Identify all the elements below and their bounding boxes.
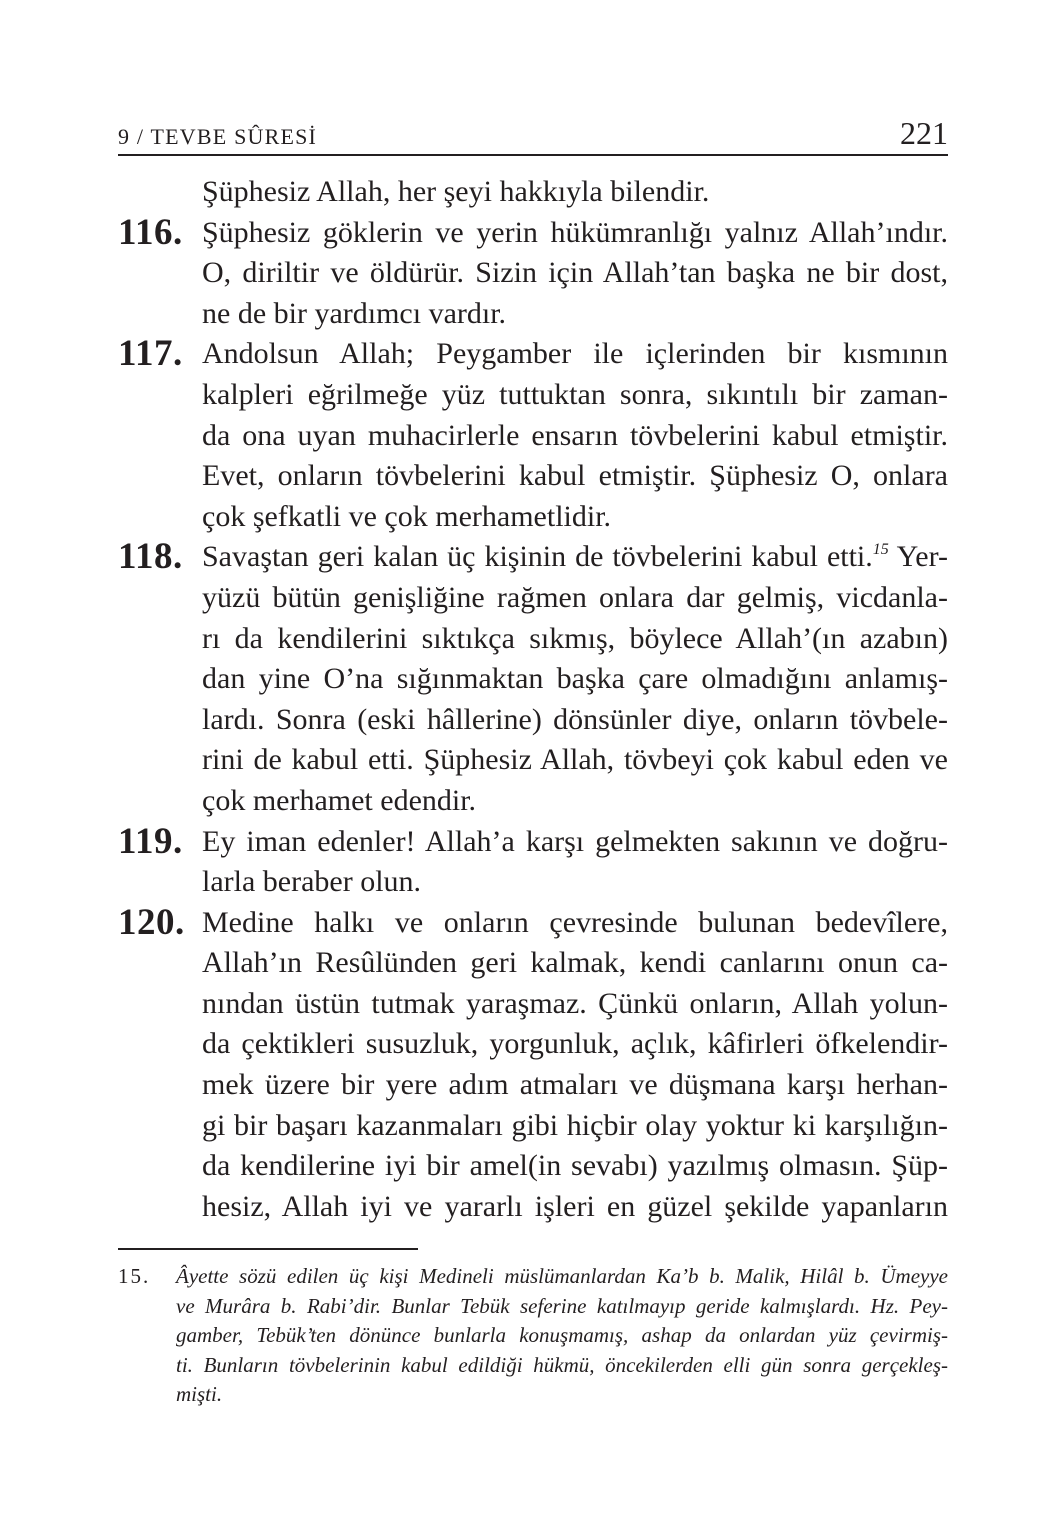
- page-number: 221: [900, 115, 948, 151]
- verse-116: [118, 213, 948, 335]
- body-text: [118, 172, 948, 1227]
- verse-line: yüzü bütün genişliğine rağmen onlara dar gelmiş, vicdanla-: [202, 580, 948, 614]
- verse-120: [118, 903, 948, 1228]
- verse-number: 119.: [118, 820, 183, 862]
- footnote-line: Âyette sözü edilen üç kişi Medineli müslümanlardan Ka’b b. Malik, Hilâl b. Ümeyye: [176, 1264, 948, 1288]
- footnote-15: [118, 1262, 948, 1410]
- footnote-line: mişti.: [176, 1382, 223, 1406]
- footnote: [118, 1262, 948, 1410]
- footnote-number: 15.: [118, 1264, 151, 1288]
- footnote-line: gamber, Tebük’ten dönünce bunlarla konuşmamış, ashap da onlardan yüz çevirmiş-: [176, 1323, 948, 1347]
- verse-line: Allah’ın Resûlünden geri kalmak, kendi canlarını onun ca-: [202, 946, 948, 980]
- verse-text: [202, 213, 948, 335]
- verse-line: hesiz, Allah iyi ve yararlı işleri en güzel şekilde yapanların: [202, 1189, 948, 1223]
- footnote-text: [176, 1262, 948, 1410]
- verse-line: [202, 537, 948, 578]
- verse-line: da ona uyan muhacirlerle ensarın tövbelerini kabul etmiştir.: [202, 418, 948, 452]
- verse-number: 118.: [118, 536, 183, 578]
- intro-line: Şüphesiz Allah, her şeyi hakkıyla bilendir.: [202, 175, 710, 208]
- verse-line: nından üstün tutmak yaraşmaz. Çünkü onların, Allah yolun-: [202, 986, 948, 1020]
- verse-text: [202, 822, 948, 903]
- verse-line: çok şefkatli ve çok merhametlidir.: [202, 499, 612, 533]
- verse-line: kalpleri eğrilmeğe yüz tuttuktan sonra, sıkıntılı bir zaman-: [202, 377, 948, 411]
- verse-119: [118, 822, 948, 903]
- verse-text: [202, 537, 948, 821]
- verse-line: ne de bir yardımcı vardır.: [202, 296, 507, 330]
- verse-number: 117.: [118, 333, 183, 375]
- footnote-line: ve Murâra b. Rabi’dir. Bunlar Tebük seferine katılmayıp geride kalmışlardı. Hz. Pey-: [176, 1293, 948, 1318]
- verse-line: rı da kendilerini sıktıkça sıkmış, böylece Allah’(ın azabın): [202, 621, 948, 655]
- running-header: [118, 114, 948, 156]
- verse-line: O, diriltir ve öldürür. Sizin için Allah’tan başka ne bir dost,: [202, 256, 948, 290]
- verse-line-start: Savaştan geri kalan üç kişinin de tövbelerini kabul etti.: [202, 540, 873, 574]
- verse-text: [202, 903, 948, 1228]
- verse-line: lardı. Sonra (eski hâllerine) dönsünler diye, onların tövbele-: [202, 702, 948, 736]
- verse-line: gi bir başarı kazanmaları gibi hiçbir olay yoktur ki karşılığın-: [202, 1108, 948, 1142]
- verse-line: Medine halkı ve onların çevresinde bulunan bedevîlere,: [202, 905, 948, 939]
- verse-line: da çektikleri susuzluk, yorgunluk, açlık, kâfirleri öfkelendir-: [202, 1027, 948, 1061]
- verse-line: mek üzere bir yere adım atmaları ve düşmana karşı herhan-: [202, 1068, 948, 1102]
- running-title: 9 / TEVBE SÛRESİ: [118, 124, 318, 149]
- verse-117: [118, 334, 948, 537]
- verse-text: [202, 334, 948, 537]
- verse-line: Ey iman edenler! Allah’a karşı gelmekten sakının ve doğru-: [202, 824, 948, 858]
- verse-line: Andolsun Allah; Peygamber ile içlerinden bir kısmının: [202, 337, 948, 371]
- footnote-reference[interactable]: 15: [872, 541, 889, 559]
- verse-line: da kendilerine iyi bir amel(in sevabı) yazılmış olmasın. Şüp-: [202, 1149, 948, 1183]
- verse-line: Şüphesiz göklerin ve yerin hükümranlığı yalnız Allah’ındır.: [202, 215, 948, 249]
- footnote-line: ti. Bunların tövbelerinin kabul edildiği hükmü, öncekilerden elli gün sonra gerçekleş-: [176, 1352, 948, 1377]
- verse-line-end: Yer-: [888, 540, 948, 574]
- verse-line: rini de kabul etti. Şüphesiz Allah, tövbeyi çok kabul eden ve: [202, 743, 948, 777]
- verse-line: çok merhamet edendir.: [202, 783, 477, 817]
- verse-line: dan yine O’na sığınmaktan başka çare olmadığını anlamış-: [202, 662, 948, 696]
- verse-line: Evet, onların tövbelerini kabul etmiştir. Şüphesiz O, onlara: [202, 459, 948, 493]
- verse-number: 116.: [118, 211, 183, 253]
- verse-118: [118, 537, 948, 821]
- verse-number: 120.: [118, 901, 185, 943]
- footnote-divider: [118, 1248, 418, 1250]
- verse-line: larla beraber olun.: [202, 865, 422, 899]
